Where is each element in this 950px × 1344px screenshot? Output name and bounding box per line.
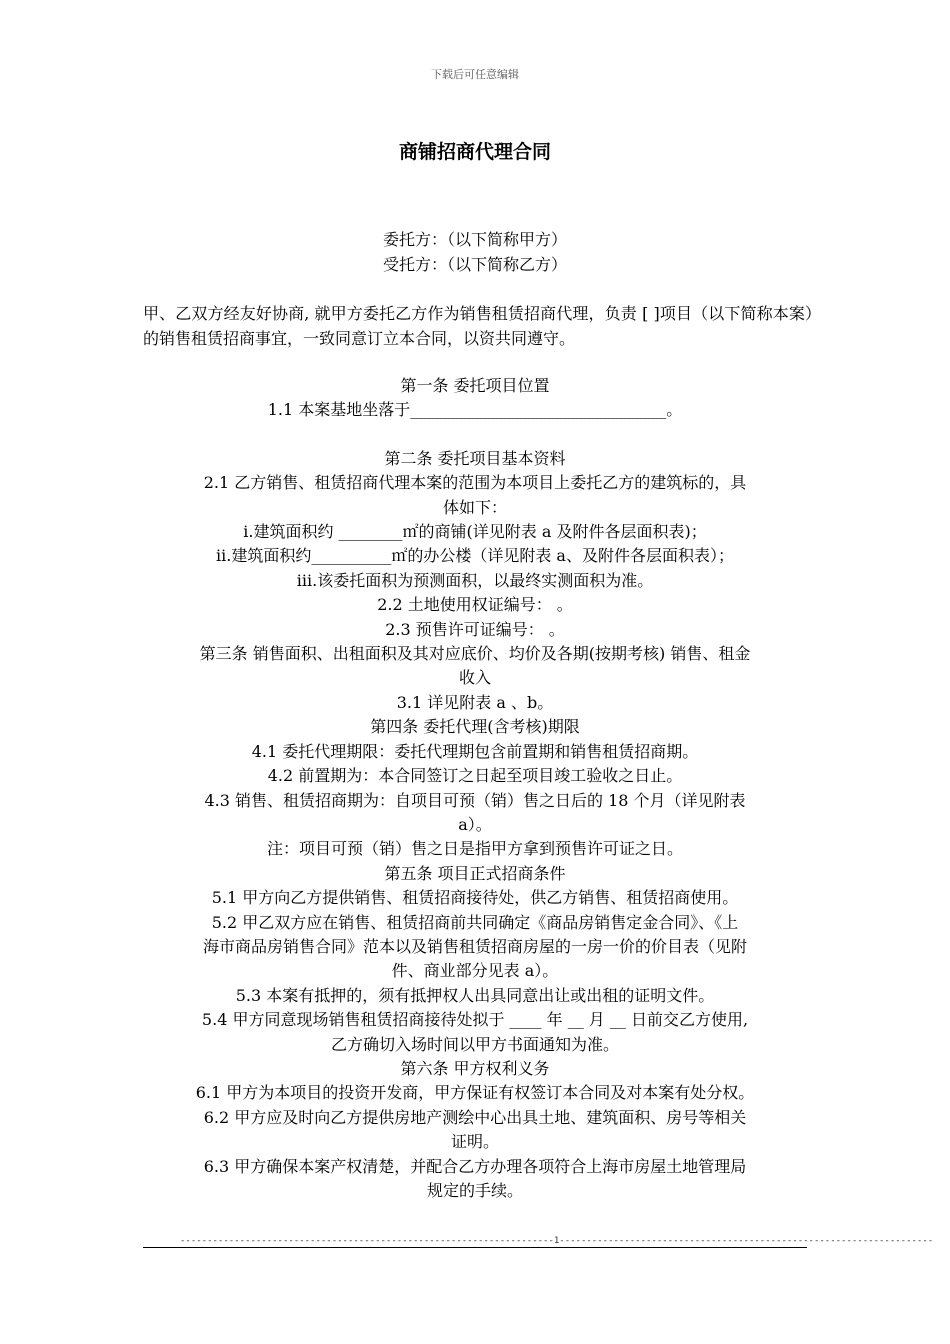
contract-line: 3.1 详见附表 a 、b。 [396, 692, 554, 712]
contract-line: 5.4 甲方同意现场销售租赁招商接待处拟于 ____ 年 __ 月 __ 日前交乙方使用, [201, 1010, 749, 1030]
contract-body [140, 374, 810, 1203]
contract-line: 4.2 前置期为：本合同签订之日起至项目竣工验收之日止。 [267, 766, 683, 786]
contract-line: 5.3 本案有抵押的，须有抵押权人出具同意出让或出租的证明文件。 [235, 985, 715, 1005]
contract-line: a）。 [458, 814, 492, 834]
contract-line: 注：项目可预（销）售之日是指甲方拿到预售许可证之日。 [266, 839, 683, 859]
contract-line: 乙方确切入场时间以甲方书面通知为准。 [330, 1034, 619, 1054]
header-note: 下载后可任意编辑 [431, 68, 519, 81]
contract-line: 收入 [458, 668, 491, 688]
contract-line: 第六条 甲方权利义务 [400, 1058, 550, 1078]
contract-line: 6.1 甲方为本项目的投资开发商，甲方保证有权签订本合同及对本案有处分权。 [195, 1083, 755, 1103]
parties-block [0, 227, 950, 277]
entrusting-party: 委托方：（以下简称甲方） [382, 230, 567, 249]
contract-line: 4.1 委托代理期限：委托代理期包含前置期和销售租赁招商期。 [251, 741, 699, 761]
contract-line: 第五条 项目正式招商条件 [384, 863, 566, 883]
contract-line: 第二条 委托项目基本资料 [384, 448, 566, 468]
contract-line: 规定的手续。 [426, 1181, 523, 1200]
contract-line: 5.2 甲乙双方应在销售、租赁招商前共同确定《商品房销售定金合同》、《上 [211, 912, 739, 932]
footer-dashes-right: --------------------------------------------------------------------- [559, 1236, 934, 1246]
contract-line: 6.2 甲方应及时向乙方提供房地产测绘中心出具土地、建筑面积、房号等相关 [203, 1107, 747, 1127]
contract-line: 第一条 委托项目位置 [400, 376, 550, 395]
contract-line: 2.2 土地使用权证编号： 。 [377, 595, 573, 615]
entrusted-party: 受托方：（以下简称乙方） [382, 255, 567, 274]
contract-line: 2.3 预售许可证编号： 。 [385, 619, 565, 639]
contract-line: 第四条 委托代理(含考核)期限 [370, 717, 580, 737]
contract-line: 件、商业部分见表 a）。 [391, 961, 559, 981]
contract-line: 5.1 甲方向乙方提供销售、租赁招商接待处，供乙方销售、租赁招商使用。 [211, 888, 739, 908]
contract-line: 证明。 [450, 1132, 499, 1152]
contract-line: 海市商品房销售合同》范本以及销售租赁招商房屋的一房一价的价目表（见附 [202, 936, 747, 956]
contract-line: 2.1 乙方销售、租赁招商代理本案的范围为本项目上委托乙方的建筑标的，具 [203, 473, 747, 493]
contract-line: i.建筑面积约 ________㎡的商铺(详见附表 a 及附件各层面积表)； [243, 522, 707, 542]
contract-line: 6.3 甲方确保本案产权清楚，并配合乙方办理各项符合上海市房屋土地管理局 [203, 1156, 747, 1176]
page-number: 1 [553, 1236, 560, 1246]
contract-line: 体如下： [442, 497, 507, 517]
contract-line: 第三条 销售面积、出租面积及其对应底价、均价及各期(按期考核) 销售、租金 [199, 644, 751, 664]
contract-line: 1.1 本案基地坐落于________________________________。 [267, 400, 683, 420]
footer-page-rule [180, 1236, 934, 1246]
intro-paragraph: 甲、乙双方经友好协商, 就甲方委托乙方作为销售租赁招商代理，负责 [ ]项目（以下简称本案）的销售租赁招商事宜，一致同意订立本合同，以资共同遵守。 [143, 304, 813, 348]
contract-line: 4.3 销售、租赁招商期为：自项目可预（销）售之日后的 18 个月（详见附表 [204, 790, 746, 810]
footer-line [143, 1247, 807, 1248]
contract-line: iii.该委托面积为预测面积，以最终实测面积为准。 [296, 570, 654, 590]
document-title: 商铺招商代理合同 [398, 141, 551, 163]
contract-line: ii.建筑面积约__________㎡的办公楼（详见附表 a、及附件各层面积表）； [216, 546, 734, 566]
footer-dashes-left: --------------------------------------------------------------------- [180, 1236, 554, 1246]
paragraph-gap [140, 423, 810, 447]
